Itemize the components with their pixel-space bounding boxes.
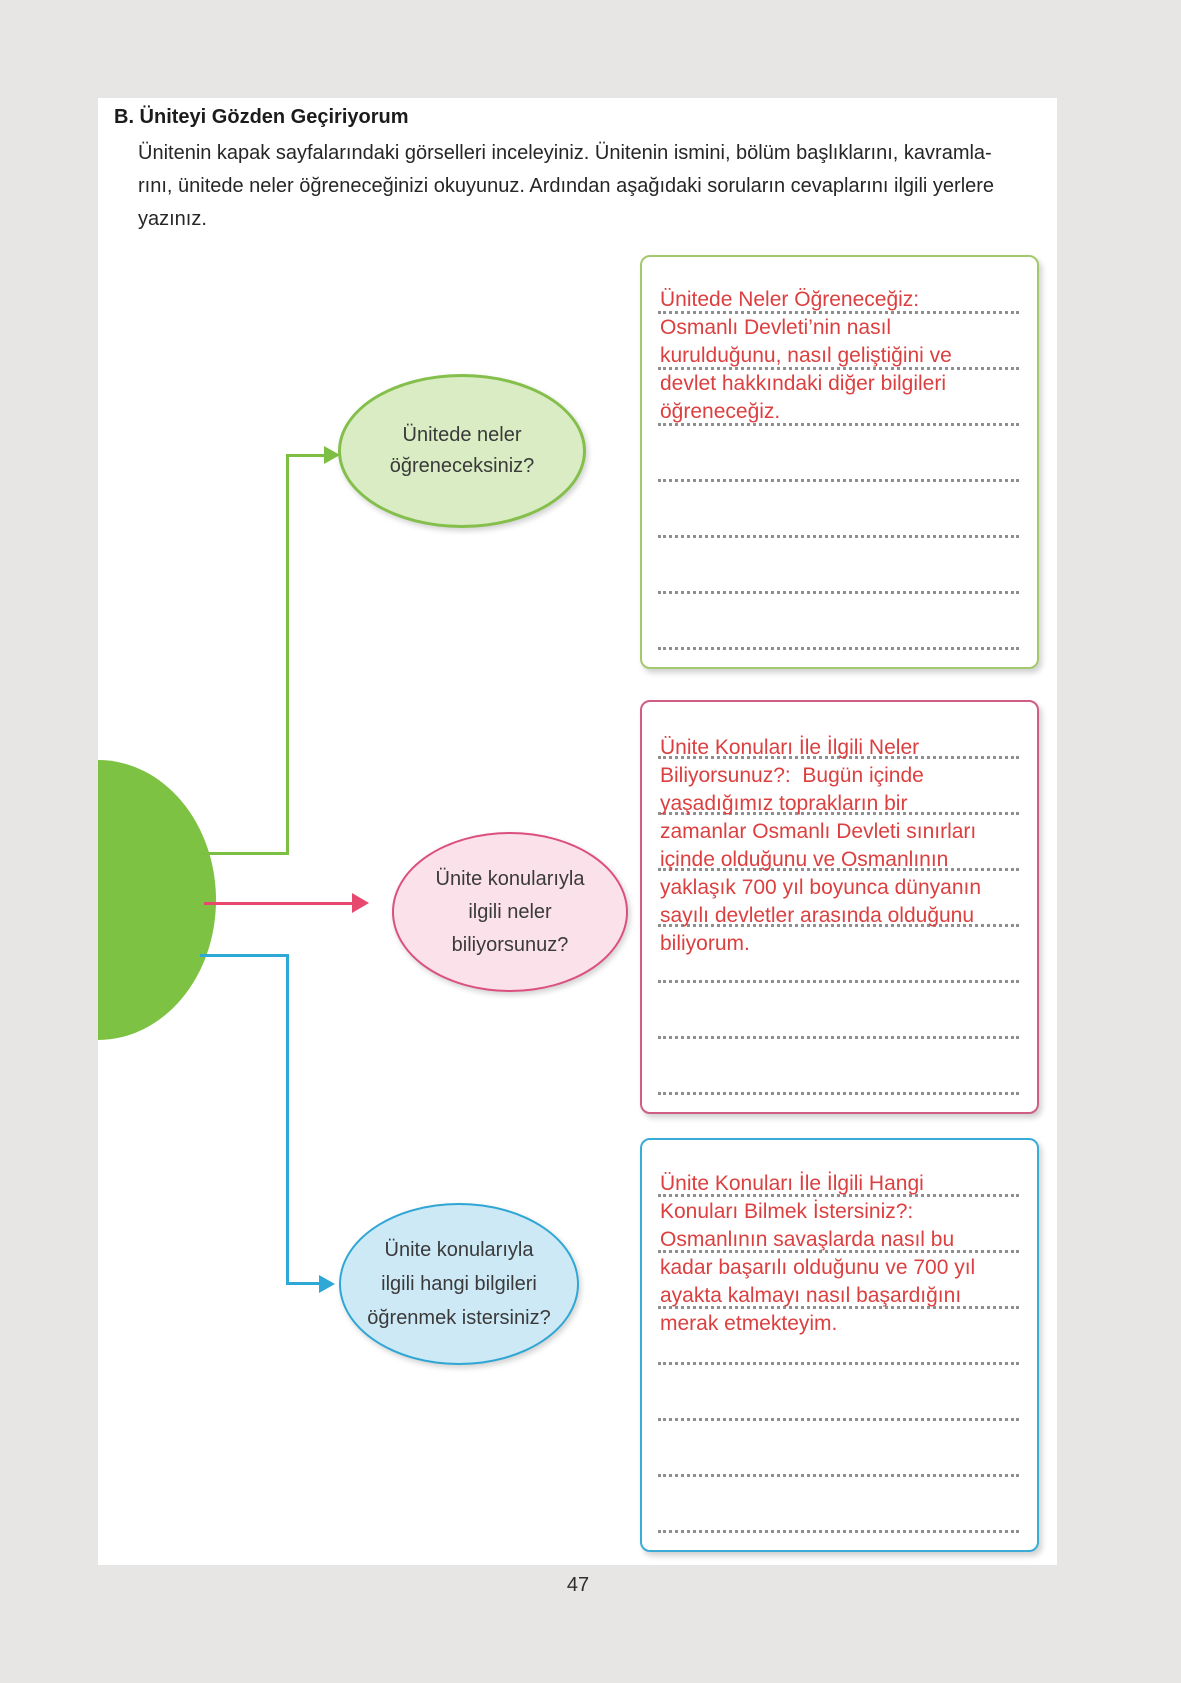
answer-box-know (640, 700, 1039, 1114)
handwritten-answer (660, 1170, 975, 1338)
bubble-text: Ünite konularıyla (435, 867, 585, 890)
blue-connector-line (286, 954, 289, 1284)
answer-line: ayakta kalmayı nasıl başardığını (660, 1284, 962, 1307)
answer-line: yaşadığımız toprakların bir (660, 792, 908, 815)
answer-line: devlet hakkındaki diğer bilgileri (660, 372, 946, 395)
green-connector-line (287, 454, 325, 457)
question-bubble-know (392, 832, 628, 992)
pink-arrowhead-icon (352, 893, 369, 913)
handwritten-answer (660, 286, 952, 426)
handwritten-answer (660, 734, 981, 958)
answer-line: kurulduğunu, nasıl geliştiğini ve (660, 344, 952, 367)
dotted-line (658, 1530, 1019, 1533)
blue-connector-line (286, 1282, 319, 1285)
bubble-text: biliyorsunuz? (451, 933, 569, 956)
diagram-root-semicircle (98, 760, 216, 1040)
pink-connector-line (204, 902, 352, 905)
dotted-line (658, 1036, 1019, 1039)
instruction-line: yazınız. (138, 208, 207, 230)
bubble-text: öğrenmek istersiniz? (367, 1307, 551, 1329)
answer-line: içinde olduğunu ve Osmanlının (660, 848, 949, 871)
question-bubble-learn (338, 374, 586, 528)
answer-box-wonder (640, 1138, 1039, 1552)
green-connector-line (200, 852, 287, 855)
dotted-line (658, 591, 1019, 594)
answer-line: sayılı devletler arasında olduğunu (660, 904, 975, 927)
question-bubble-wonder (339, 1203, 579, 1365)
answer-line: merak etmekteyim. (660, 1312, 838, 1335)
dotted-line (658, 1474, 1019, 1477)
dotted-line (658, 1092, 1019, 1095)
answer-line: Konuları Bilmek İstersiniz?: (660, 1200, 914, 1223)
answer-line: biliyorum. (660, 932, 750, 955)
answer-box-learn (640, 255, 1039, 669)
answer-line: Ünitede Neler Öğreneceğiz: (660, 288, 920, 311)
bubble-text: Ünitede neler (402, 424, 522, 446)
dotted-line (658, 535, 1019, 538)
dotted-line (658, 479, 1019, 482)
blue-arrowhead-icon (319, 1275, 335, 1293)
dotted-line (658, 647, 1019, 650)
bubble-text: ilgili hangi bilgileri (381, 1273, 537, 1295)
worksheet-page (98, 98, 1057, 1565)
instruction-line: rını, ünitede neler öğreneceğinizi okuyunuz. Ardından aşağıdaki soruların cevaplarını ilgili yerlere (138, 175, 995, 197)
answer-line: Ünite Konuları İle İlgili Hangi (660, 1172, 924, 1195)
page-number: 47 (566, 1574, 590, 1596)
answer-line: Osmanlının savaşlarda nasıl bu (660, 1228, 955, 1251)
dotted-line (658, 980, 1019, 983)
answer-line: Osmanlı Devleti’nin nasıl (660, 316, 892, 339)
dotted-line (658, 1362, 1019, 1365)
blue-connector-line (200, 954, 287, 957)
bubble-text: öğreneceksiniz? (389, 455, 535, 477)
green-connector-line (286, 454, 289, 855)
answer-line: kadar başarılı olduğunu ve 700 yıl (660, 1256, 976, 1279)
section-header: B. Üniteyi Gözden Geçiriyorum (114, 106, 409, 128)
answer-line: Biliyorsunuz?: Bugün içinde (660, 764, 924, 787)
answer-line: yaklaşık 700 yıl boyunca dünyanın (660, 876, 982, 899)
instruction-line: Ünitenin kapak sayfalarındaki görselleri inceleyiniz. Ünitenin ismini, bölüm başlıklarını, kavramla- (138, 142, 992, 164)
answer-line: zamanlar Osmanlı Devleti sınırları (660, 820, 977, 843)
dotted-line (658, 1418, 1019, 1421)
answer-line: öğreneceğiz. (660, 400, 781, 423)
bubble-text: ilgili neler (468, 900, 552, 923)
answer-line: Ünite Konuları İle İlgili Neler (660, 736, 920, 759)
bubble-text: Ünite konularıyla (384, 1239, 534, 1261)
